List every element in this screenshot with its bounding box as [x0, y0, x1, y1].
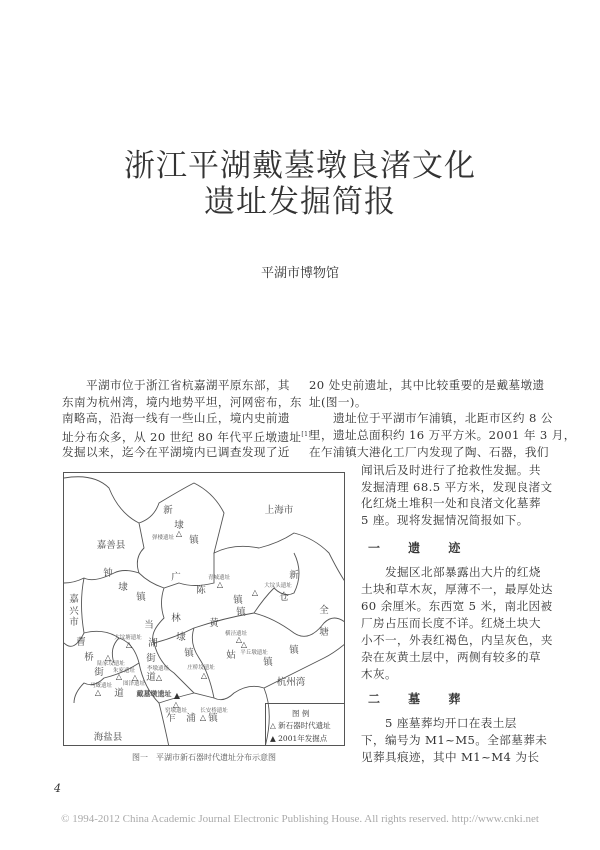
text-line: 化红烧土堆积一处和良渚文化墓葬	[361, 496, 541, 510]
map-region-label: 埭	[176, 632, 186, 643]
text-line: 闻讯后及时进行了抢救性发掘。共	[361, 463, 541, 477]
triangle-site-icon: △	[200, 671, 208, 680]
map-region-label: 街	[94, 667, 104, 678]
map-legend	[265, 703, 345, 746]
map-region-label: 全	[319, 605, 329, 616]
map-region-label: 曹	[76, 637, 86, 648]
map-region-label: 钟	[103, 568, 113, 579]
site-label: 长安桥遗址	[200, 708, 228, 714]
map-region-label: 市	[69, 617, 79, 628]
map-region-label: 广	[171, 572, 181, 583]
author: 平湖市博物馆	[260, 266, 339, 281]
text-line: 遗址位于平湖市乍浦镇，北距市区约 8 公	[309, 411, 553, 426]
figure-caption: 图一 平湖市新石器时代遗址分布示意图	[132, 753, 276, 762]
map-region-label: 镇	[208, 713, 218, 724]
triangle-site-icon: △	[104, 653, 112, 662]
triangle-site-icon: △	[125, 640, 133, 649]
triangle-site-icon: △	[240, 640, 248, 649]
site-label: 横泾遗址	[224, 631, 248, 637]
text-line: 址分布众多，从 20 世纪 80 年代平丘墩遗址[1]	[62, 429, 312, 444]
section-heading-2: 二 墓 葬	[368, 692, 473, 706]
site-label: 陆家坟遗址	[97, 661, 125, 667]
map-region-label: 新	[289, 570, 299, 581]
site-label: 大坟塘遗址	[114, 635, 142, 641]
map-region-label: 镇	[236, 607, 246, 618]
page-number: 4	[54, 782, 61, 795]
triangle-site-icon: △	[94, 688, 102, 697]
article-title-line-1: 浙江平湖戴墓墩良渚文化	[124, 148, 476, 184]
text-line: 下，编号为 M1~M5。全部墓葬未	[361, 733, 548, 747]
map-region-label: 街	[146, 653, 156, 664]
text-line: 60 余厘米。东西宽 5 米，南北因被	[361, 599, 553, 613]
text-line: 发掘区北部暴露出大片的红烧	[361, 565, 541, 579]
triangle-site-icon: △	[251, 588, 259, 597]
triangle-site-icon: △	[216, 580, 224, 589]
map-figure	[63, 472, 345, 746]
triangle-site-icon: △	[175, 529, 183, 538]
text-line: 南略高，沿海一线有一些山丘，境内史前遗	[62, 411, 290, 426]
map-region-label: 湖	[148, 638, 158, 649]
map-region-label: 道	[146, 672, 156, 683]
map-region-label: 杭州湾	[276, 677, 306, 688]
site-label: 马厩遗址	[89, 683, 113, 689]
site-label: 庄桥坟遗址	[187, 665, 215, 671]
map-region-label: 姑	[226, 650, 236, 661]
triangle-site-icon: △	[235, 635, 243, 644]
triangle-site-icon: △	[172, 700, 180, 709]
map-region-label: 浦	[186, 713, 196, 724]
legend-title: 图 例	[292, 709, 310, 718]
map-region-label: 海盐县	[93, 732, 123, 743]
text-line: 里，遗址总面积约 16 万平方米。2001 年 3 月，	[309, 428, 576, 443]
map-region-label: 埭	[118, 582, 128, 593]
map-region-label: 嘉善县	[96, 540, 126, 551]
map-region-label: 乍	[166, 713, 176, 724]
map-region-label: 镇	[184, 648, 194, 659]
text-line: 平湖市位于浙江省杭嘉湖平原东部，其	[62, 378, 290, 392]
map-region-label: 镇	[263, 657, 273, 668]
map-region-label: 镇	[233, 595, 243, 606]
map-region-label: 上海市	[264, 505, 294, 516]
filled-triangle-excavation-icon: ▲	[173, 691, 181, 700]
map-region-label: 当	[144, 620, 154, 631]
map-region-label: 嘉	[69, 594, 79, 605]
text-line: 土块和草木灰，厚薄不一，最厚处达	[361, 582, 553, 596]
text-line: 发掘以来，迄今在平湖境内已调查发现了近	[62, 444, 290, 459]
text-line: 5 座墓葬均开口在表土层	[361, 716, 517, 730]
map-region-label: 镇	[136, 592, 146, 603]
text-line: 见葬具痕迹，其中 M1~M4 为长	[361, 750, 540, 764]
map-region-label: 陈	[196, 585, 206, 596]
section-heading-1: 一 遗 迹	[368, 541, 473, 555]
triangle-site-icon: △	[199, 713, 207, 722]
site-label: 李墩遗址	[146, 666, 170, 672]
site-label: 青城遗址	[207, 575, 231, 581]
map-region-label: 镇	[289, 645, 299, 656]
map-region-label: 兴	[69, 606, 79, 617]
map-region-label: 道	[114, 688, 124, 699]
site-label: 朱家遗址	[112, 668, 136, 674]
site-label: 弹楼遗址	[151, 535, 175, 541]
footnote-ref: [1]	[301, 431, 312, 439]
site-label: 大坟头遗址	[264, 583, 292, 589]
text-line: 小不一，外表红褐色，内呈灰色，夹	[361, 633, 553, 647]
map-region-label: 镇	[189, 535, 199, 546]
triangle-site-icon: △	[155, 673, 163, 682]
legend-excavated-site: ▲ 2001年发掘点	[270, 734, 328, 743]
text-line: 杂在灰黄土层中，两侧有较多的草	[361, 650, 541, 664]
triangle-site-icon: △	[131, 673, 139, 682]
text-line: 东南为杭州湾，境内地势平坦，河网密布，东	[62, 394, 302, 409]
map-region-label: 仓	[279, 592, 289, 603]
legend-neolithic-site: △ 新石器时代遗址	[270, 721, 331, 730]
text-line: 厂房占压而长度不详。红烧土块大	[361, 616, 541, 630]
map-region-label: 桥	[84, 652, 94, 663]
text-line: 木灰。	[361, 667, 397, 681]
site-label: 窑墩遗址	[164, 708, 188, 714]
site-label: 图泽遗址	[122, 681, 146, 687]
text-line: 5 座。现将发掘情况简报如下。	[361, 512, 529, 527]
site-label: 平丘墩遗址	[240, 650, 268, 656]
text-line: 在乍浦镇大港化工厂内发现了陶、石器，我们	[309, 444, 549, 459]
map-region-label: 塘	[319, 627, 329, 638]
map-region-label: 埭	[174, 520, 184, 531]
map-region-label: 新	[163, 505, 173, 516]
article-title-line-2: 遗址发掘简报	[204, 184, 396, 220]
excavated-site-label: 戴墓墩遗址	[136, 689, 172, 698]
text-line: 发掘清理 68.5 平方米，发现良渚文	[361, 479, 553, 494]
text-line: 20 处史前遗址，其中比较重要的是戴墓墩遗	[309, 378, 545, 392]
copyright-footer: © 1994-2012 China Academic Journal Electronic Publishing House. All rights reserved. http://www.cnki.net	[61, 813, 539, 825]
map-region-label: 黄	[209, 618, 219, 629]
triangle-site-icon: △	[115, 672, 123, 681]
text-line: 址(图一)。	[309, 394, 367, 409]
map-region-label: 林	[171, 613, 181, 624]
